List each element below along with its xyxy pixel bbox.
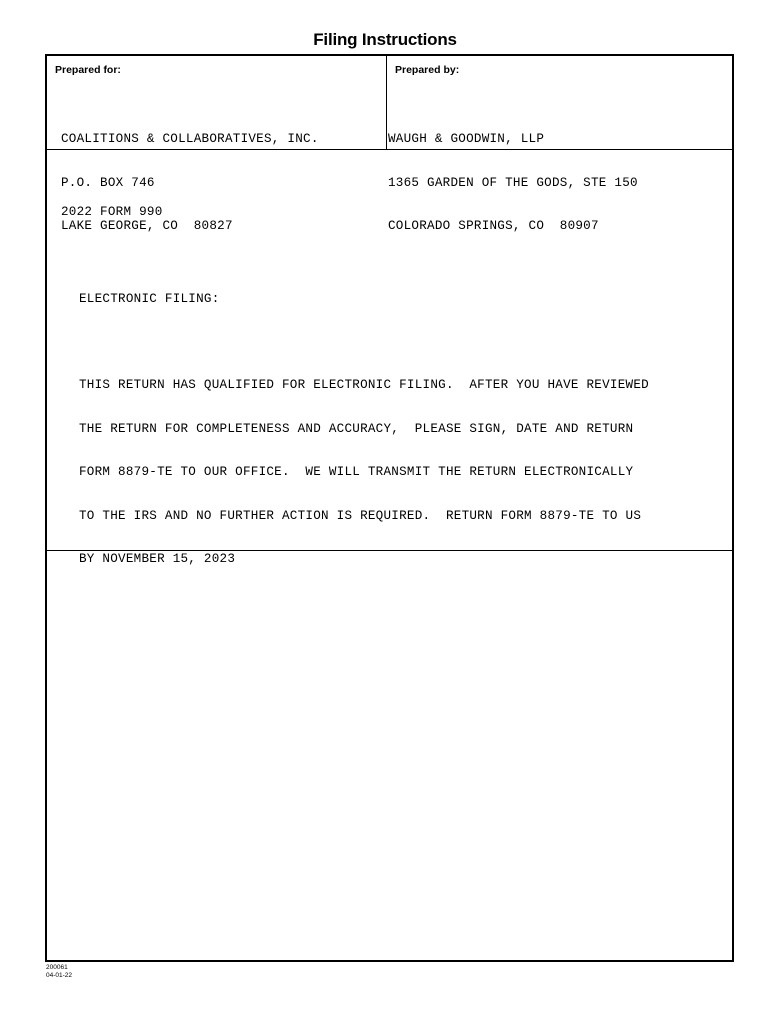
form-code bbox=[46, 964, 72, 979]
page-title: Filing Instructions bbox=[313, 30, 457, 49]
preparer-address-line: 1365 GARDEN OF THE GODS, STE 150 bbox=[388, 175, 638, 190]
paragraph-line: THIS RETURN HAS QUALIFIED FOR ELECTRONIC FILING. AFTER YOU HAVE REVIEWED bbox=[79, 378, 649, 392]
client-city-line: LAKE GEORGE, CO 80827 bbox=[61, 219, 233, 233]
paragraph-line: BY NOVEMBER 15, 2023 bbox=[79, 552, 236, 566]
instructions-body bbox=[61, 176, 649, 596]
section-divider bbox=[47, 550, 732, 551]
client-name: COALITIONS & COLLABORATIVES, INC. bbox=[61, 132, 319, 146]
paragraph-line: FORM 8879-TE TO OUR OFFICE. WE WILL TRANSMIT THE RETURN ELECTRONICALLY bbox=[79, 465, 634, 479]
preparer-name: WAUGH & GOODWIN, LLP bbox=[388, 132, 545, 146]
section-heading: ELECTRONIC FILING: bbox=[79, 291, 220, 306]
form-code-date: 04-01-22 bbox=[46, 971, 73, 979]
form-heading: 2022 FORM 990 bbox=[61, 205, 163, 219]
column-divider bbox=[386, 56, 387, 150]
prepared-for-label: Prepared for: bbox=[55, 64, 121, 76]
client-address-line: P.O. BOX 746 bbox=[61, 175, 155, 190]
paragraph-line: THE RETURN FOR COMPLETENESS AND ACCURACY, PLEASE SIGN, DATE AND RETURN bbox=[79, 421, 634, 436]
paragraph-line: TO THE IRS AND NO FURTHER ACTION IS REQUIRED. RETURN FORM 8879-TE TO US bbox=[79, 508, 642, 523]
form-code-number: 200061 bbox=[46, 964, 68, 971]
instructions-frame bbox=[45, 54, 734, 962]
preparer-city-line: COLORADO SPRINGS, CO 80907 bbox=[388, 219, 599, 233]
prepared-by-label: Prepared by: bbox=[395, 64, 460, 76]
